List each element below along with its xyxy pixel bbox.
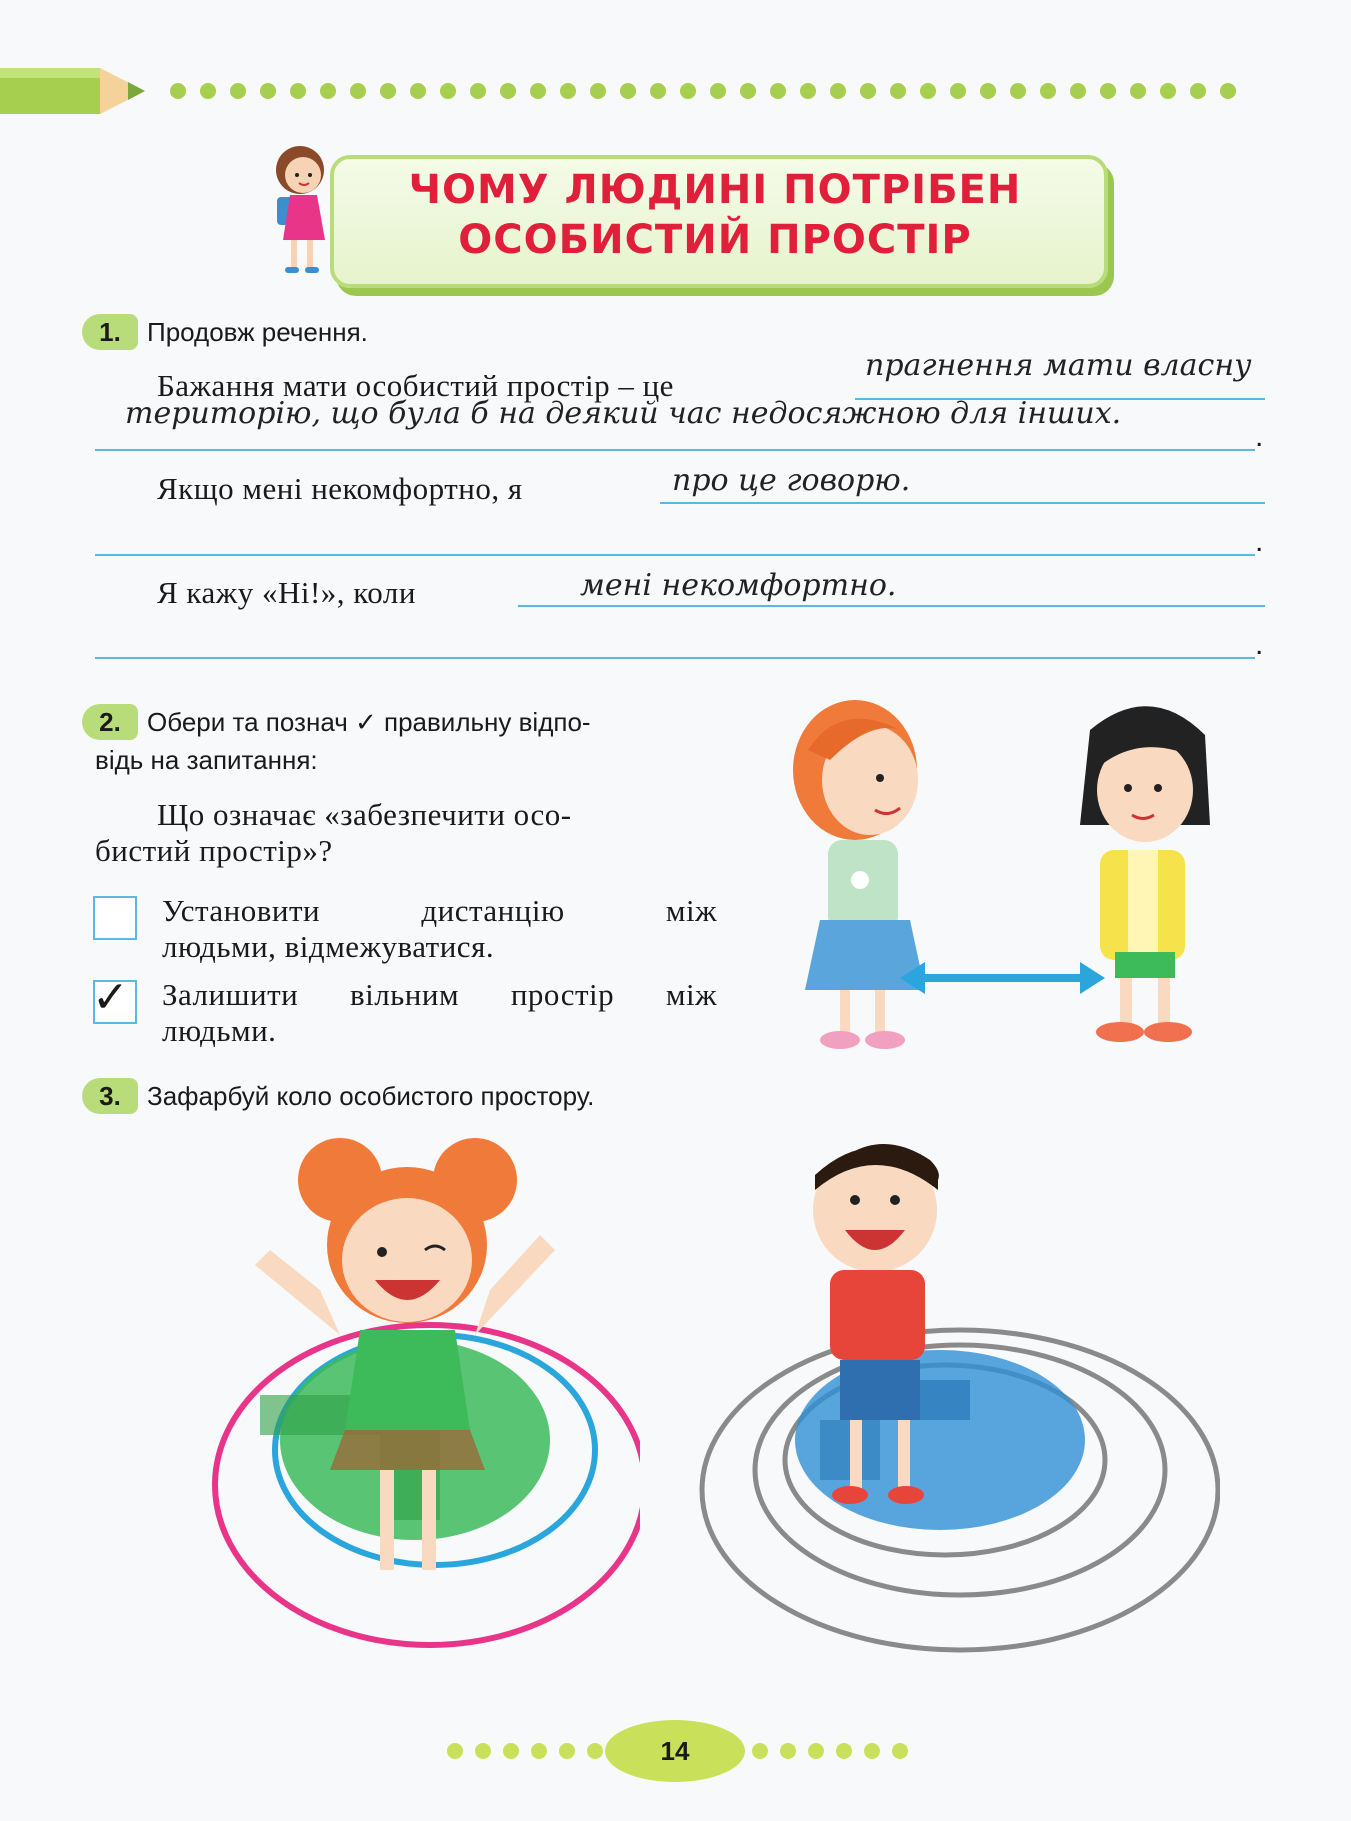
task-1-title: Продовж речення. <box>147 317 368 347</box>
sentence-1-answer-a: прагнення мати власну <box>865 348 1252 383</box>
answer-line <box>518 605 1265 607</box>
option-2-line-1: Залишити вільним простір між <box>162 977 717 1012</box>
option-1-checkbox[interactable] <box>93 896 137 940</box>
option-1-line-1: Установити дистанцію між <box>162 893 717 928</box>
question-line-2: бистий простір»? <box>95 833 333 868</box>
title-line-1: ЧОМУ ЛЮДИНІ ПОТРІБЕН <box>408 167 1022 213</box>
period: . <box>1255 628 1264 661</box>
task-3-title: Зафарбуй коло особистого простору. <box>147 1081 595 1111</box>
sentence-2-prompt: Якщо мені некомфортно, я <box>157 471 523 506</box>
answer-line <box>95 554 1255 556</box>
page-title <box>330 165 1100 265</box>
checkmark-icon: ✓ <box>92 973 129 1022</box>
period: . <box>1255 420 1264 453</box>
period: . <box>1255 525 1264 558</box>
answer-line <box>660 502 1265 504</box>
page-number: 14 <box>605 1720 745 1782</box>
option-2-line-2: людьми. <box>162 1013 277 1048</box>
dotted-divider <box>168 80 1268 102</box>
task-2-title-line-1: Обери та познач ✓ правильну відпо- <box>147 707 591 737</box>
boy-personal-space-circles <box>690 1120 1220 1660</box>
sentence-1-prompt: Бажання мати особистий простір – це <box>157 368 674 403</box>
title-line-2: ОСОБИСТИЙ ПРОСТІР <box>458 217 972 263</box>
answer-line <box>95 449 1255 451</box>
pencil-icon <box>0 60 150 122</box>
question-line-1: Що означає «забезпечити осо- <box>157 797 572 832</box>
two-girls-distance-illustration <box>760 690 1220 1060</box>
sentence-3-answer: мені некомфортно. <box>580 568 897 603</box>
option-1-line-2: людьми, відмежуватися. <box>162 929 495 964</box>
answer-line <box>95 657 1255 659</box>
sentence-1-answer-b: територію, що була б на деякий час недосяжною для інших. <box>125 396 1122 431</box>
task-2-badge: 2. <box>82 704 138 740</box>
sentence-2-answer: про це говорю. <box>672 463 911 498</box>
task-3-badge: 3. <box>82 1078 138 1114</box>
girl-backpack-illustration <box>255 135 355 285</box>
girl-personal-space-circles <box>170 1130 640 1670</box>
task-1-badge: 1. <box>82 314 138 350</box>
task-2-title-line-2: відь на запитання: <box>95 745 318 775</box>
sentence-3-prompt: Я кажу «Ні!», коли <box>157 575 416 610</box>
